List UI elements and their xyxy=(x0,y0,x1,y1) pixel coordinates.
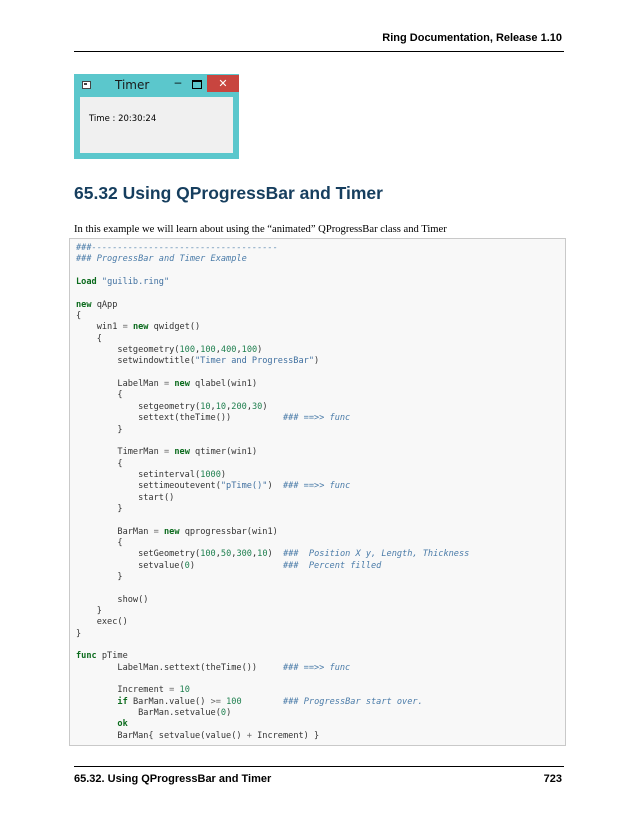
section-title: 65.32 Using QProgressBar and Timer xyxy=(74,183,383,203)
app-icon xyxy=(82,81,91,89)
timer-window-screenshot xyxy=(74,74,239,159)
footer-section: 65.32. Using QProgressBar and Timer xyxy=(74,773,272,785)
code-listing: ###------------------------------------ ### ProgressBar and Timer Example Load "guilib.ring" new qApp { win1 = new qwidget() { setgeometry(100,100,400,100) setwindowtitle("Timer and ProgressBar") LabelMan = new qlabel(win1) { setgeometry(10,10,200,30) settext(theTime()) ### ==>> func } TimerMan = new qtimer(win1) { setinterval(1000) settimeoutevent("pTime()") ### ==>> func start() } BarMan = new qprogressbar(win1) { setGeometry(100,50,300,10) ### Position X y, Length, Thickness setvalue(0) ### Percent filled } show() } exec() } func pTime LabelMan.settext(theTime()) ### ==>> func Increment = 10 if BarMan.value() >= 100 ### ProgressBar start over. BarMan.setvalue(0) ok BarMan{ setvalue(value() + Increment) } xyxy=(76,243,470,741)
window-title: Timer xyxy=(115,78,150,92)
footer-divider xyxy=(74,766,564,767)
code-block xyxy=(69,238,566,746)
intro-paragraph: In this example we will learn about using the “animated” QProgressBar class and Timer xyxy=(74,224,447,235)
window-client-area xyxy=(80,97,233,153)
maximize-icon xyxy=(192,80,202,89)
header-divider xyxy=(74,51,564,52)
window-title-bar xyxy=(75,75,238,97)
time-label: Time : 20:30:24 xyxy=(89,114,157,124)
minimize-icon: – xyxy=(174,75,182,89)
page-header: Ring Documentation, Release 1.10 xyxy=(382,32,562,44)
close-icon: ✕ xyxy=(207,75,239,92)
page-number: 723 xyxy=(543,773,562,785)
